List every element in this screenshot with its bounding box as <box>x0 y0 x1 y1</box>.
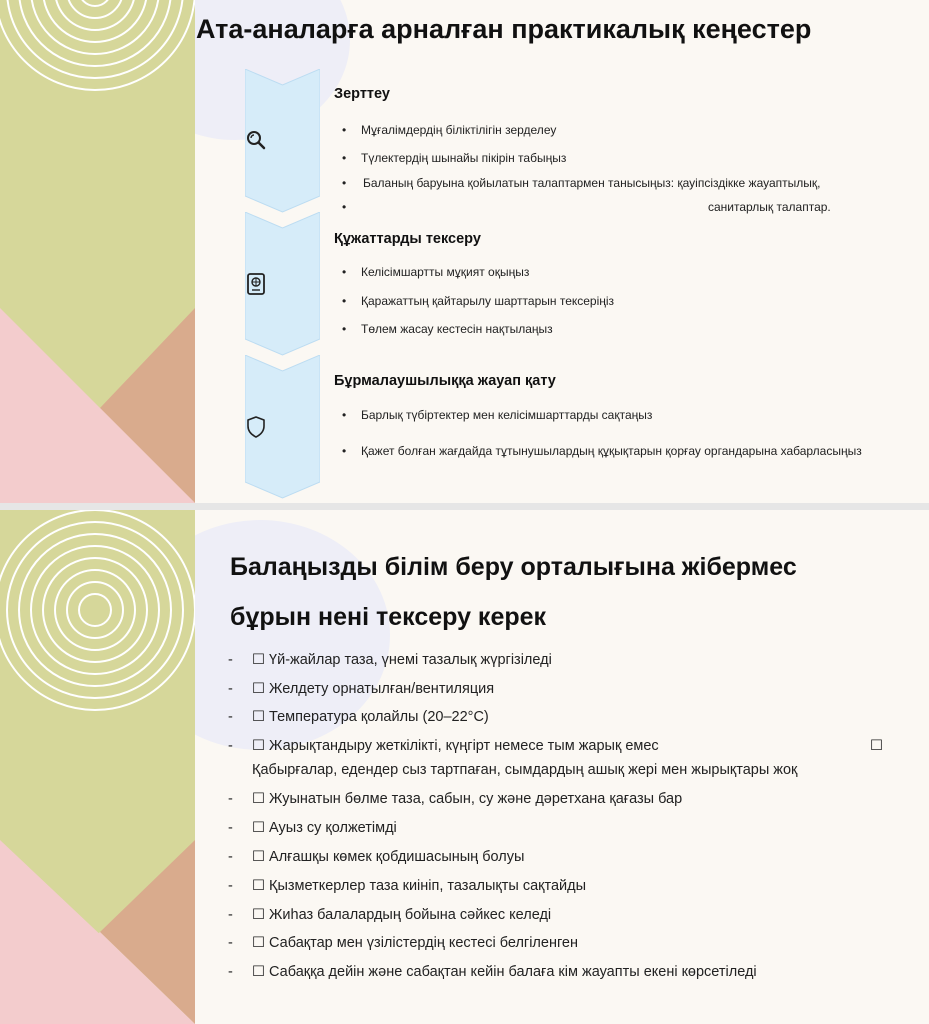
section-heading-documents: Құжаттарды тексеру <box>334 231 481 247</box>
section-heading-research: Зерттеу <box>334 86 390 102</box>
decorative-shapes <box>0 510 195 1024</box>
shield-icon <box>245 415 320 439</box>
slide-practical-tips: Ата-аналарға арналған практикалық кеңестер Зерттеу • Мұғалімдердің біліктілігін зерделеу • Түлектердің шынайы пікірін табыңыз • Баланың баруына қойылатын талаптармен танысыңыз: қауіпсіздікке жауаптылық, • санитарлық талаптар. Құжаттарды тексеру • Келісімшартты мұқият оқыңыз • Қаражаттың қайтарылу шарттарын тексеріңіз • Төлем жасау кестесін нақтылаңыз Бұрмалаушылыққа жауап қату • Барлық түбіртектер мен келісімшарттарды сақтаңыз • Қажет болған жағдайда тұтынушылардың құқықтарын қорғау органдарына хабарласыңыз <box>0 0 929 503</box>
page-title <box>230 542 797 642</box>
decorative-shapes <box>0 0 195 503</box>
chevron-step-research <box>245 69 320 214</box>
section-heading-fraud-response: Бұрмалаушылыққа жауап қату <box>334 373 556 389</box>
search-icon <box>245 129 320 151</box>
slide-checklist: Балаңызды білім беру орталығына жібермес бұрын нені тексеру керек - ☐ Үй-жайлар таза, үнемі тазалық жүргізіледі - ☐ Желдету орнатылған/вентиляция - ☐ Температура қолайлы (20–22°C) - ☐ Жарықтандыру жеткілікті, күңгірт немесе тым жарық емес ☐ Қабырғалар, едендер сыз тартпаған, сымдардың ашық жері мен жырықтары жоқ - ☐ Жуынатын бөлме таза, сабын, су және дәретхана қағазы бар - ☐ Ауыз су қолжетімді - ☐ Алғашқы көмек қобдишасының болуы - ☐ Қызметкерлер таза киініп, тазалықты сақтайды - ☐ Жиһаз балалардың бойына сәйкес келеді - ☐ Сабақтар мен үзілістердің кестесі белгіленген - ☐ Сабаққа дейін және сабақтан кейін балаға кім жауапты екені көрсетіледі <box>0 510 929 1024</box>
page-title-line-1: Балаңызды білім беру орталығына жібермес <box>230 553 797 581</box>
page-title: Ата-аналарға арналған практикалық кеңестер <box>196 14 812 44</box>
chevron-step-documents <box>245 212 320 357</box>
passport-icon <box>245 272 320 296</box>
chevron-step-fraud-response <box>245 355 320 500</box>
page-title-line-2: бұрын нені тексеру керек <box>230 603 547 631</box>
checklist-box[interactable]: ☐ <box>870 738 883 754</box>
